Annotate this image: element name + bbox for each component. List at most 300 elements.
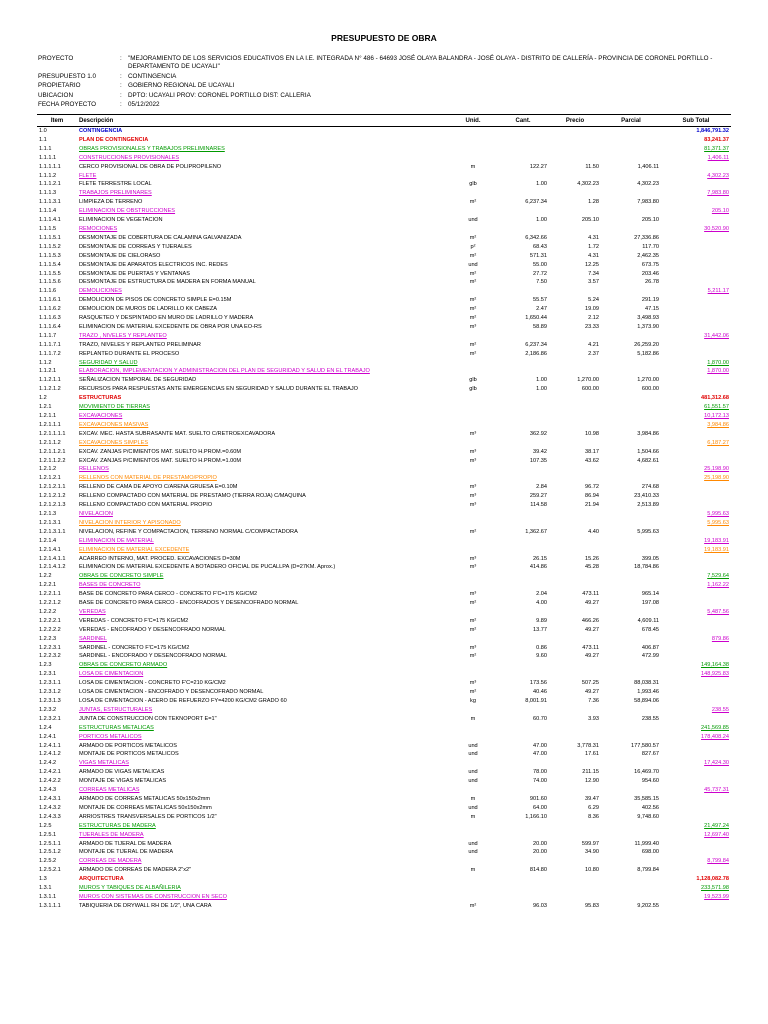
header-value: DPTO: UCAYALI PROV: CORONEL PORTILLO DIST: CALLERIA — [128, 92, 311, 99]
partial: 88,038.31 — [634, 680, 659, 687]
price — [549, 724, 601, 733]
unit: m — [470, 867, 476, 874]
subtotal — [661, 278, 731, 287]
table-row — [37, 715, 731, 724]
description: LIMPIEZA DE TERRENO — [79, 199, 143, 206]
table-row — [37, 893, 731, 902]
partial: 954.60 — [641, 778, 659, 785]
description: ELIMINACION DE OBSTRUCCIONES — [79, 208, 176, 215]
unit: m³ — [469, 493, 477, 500]
price — [549, 537, 601, 546]
price: 1.28 — [588, 199, 599, 206]
item-code: 1.2.4 — [39, 724, 52, 731]
description: EXCAVACIONES MASIVAS — [79, 421, 149, 428]
table-row — [37, 608, 731, 617]
partial: 26,259.20 — [634, 341, 659, 348]
partial: 11,999.40 — [634, 840, 659, 847]
description: ARMADO DE VIGAS METALICAS — [79, 769, 165, 776]
subtotal — [661, 715, 731, 724]
item-code: 1.2.1.1.1.1 — [39, 430, 66, 437]
quantity: 20.00 — [533, 840, 547, 847]
partial — [601, 394, 661, 403]
description: TIJERALES DE MADERA — [79, 831, 144, 838]
table-row — [37, 341, 731, 350]
quantity: 60.70 — [533, 715, 547, 722]
price — [549, 857, 601, 866]
unit — [449, 474, 497, 483]
unit — [449, 706, 497, 715]
subtotal — [661, 848, 731, 857]
description: REMOCIONES — [79, 225, 118, 232]
price — [549, 893, 601, 902]
description: TRABAJOS PRELIMINARES — [79, 190, 152, 197]
quantity: 78.00 — [533, 769, 547, 776]
price: 4.40 — [588, 528, 599, 535]
item-code: 1.3.1 — [39, 885, 52, 892]
description: LOSA DE CIMENTACION — [79, 671, 144, 678]
price — [549, 225, 601, 234]
subtotal: 12,697.40 — [704, 831, 729, 838]
subtotal — [661, 305, 731, 314]
subtotal: 205.10 — [711, 208, 729, 215]
table-row — [37, 501, 731, 510]
item-code: 1.2.1.1.2 — [39, 439, 61, 446]
table-row — [37, 581, 731, 590]
unit: m — [470, 813, 476, 820]
price: 95.83 — [585, 902, 599, 909]
partial — [601, 572, 661, 581]
subtotal — [661, 457, 731, 466]
partial: 1,406.11 — [637, 163, 659, 170]
quantity: 58.89 — [533, 323, 547, 330]
col-precio: Precio — [549, 115, 601, 127]
unit — [449, 519, 497, 528]
subtotal — [661, 270, 731, 279]
description: ELABORACION, IMPLEMENTACION Y ADMINISTRACION DEL PLAN DE SEGURIDAD Y SALUD EN EL TRABAJO — [79, 368, 370, 375]
subtotal: 31,442.06 — [704, 332, 729, 339]
price: 21.94 — [585, 502, 599, 509]
table-row — [37, 252, 731, 261]
subtotal: 5,487.56 — [707, 608, 729, 615]
table-row — [37, 278, 731, 287]
header-colon: : — [120, 101, 122, 108]
description: NIVELACION, REFINE Y COMPACTACION, TERRENO NORMAL C/COMPACTADORA — [79, 528, 298, 535]
subtotal — [661, 652, 731, 661]
unit: m — [470, 795, 476, 802]
table-row — [37, 474, 731, 483]
price: 7.36 — [588, 698, 599, 704]
subtotal — [661, 777, 731, 786]
table-row — [37, 412, 731, 421]
description: VEREDAS - CONCRETO F'C=175 KG/CM2 — [79, 617, 189, 624]
partial: 4,682.61 — [637, 457, 659, 464]
description: DESMONTAJE DE COBERTURA DE CALAMINA GALVANIZADA — [79, 234, 242, 241]
col-unidad: Unid. — [449, 115, 497, 127]
col-item: Item — [37, 115, 77, 127]
table-row — [37, 626, 731, 635]
partial — [601, 154, 661, 163]
quantity — [497, 189, 549, 198]
quantity: 1.00 — [536, 377, 547, 384]
quantity — [497, 537, 549, 546]
table-row — [37, 189, 731, 198]
price: 1,270.00 — [577, 377, 599, 384]
description: ELIMINACION DE MATERIAL — [79, 537, 154, 544]
item-code: 1.3.1.1.1 — [39, 902, 61, 909]
item-code: 1.1.1.6.2 — [39, 306, 61, 313]
subtotal — [661, 252, 731, 261]
table-row — [37, 492, 731, 501]
quantity — [497, 332, 549, 341]
quantity: 362.92 — [529, 430, 547, 437]
table-row — [37, 822, 731, 831]
partial — [601, 207, 661, 216]
price: 211.15 — [582, 769, 599, 776]
unit: und — [468, 261, 478, 268]
unit — [449, 857, 497, 866]
item-code: 1.1.1.2.1 — [39, 181, 61, 188]
quantity: 814.80 — [529, 867, 547, 874]
header-key: PROYECTO — [38, 55, 74, 62]
partial: 23,410.33 — [634, 493, 659, 500]
description: NIVELACION INTERIOR Y APISONADO — [79, 519, 181, 526]
table-row — [37, 305, 731, 314]
table-row — [37, 679, 731, 688]
price: 43.62 — [585, 457, 599, 464]
subtotal: 81,371.37 — [704, 145, 729, 152]
subtotal: 4,302.23 — [707, 172, 729, 179]
header-key: PROPIETARIO — [38, 82, 81, 89]
unit — [449, 831, 497, 840]
subtotal: 19,183.91 — [704, 546, 729, 553]
price — [549, 875, 601, 884]
table-row — [37, 759, 731, 768]
partial — [601, 759, 661, 768]
quantity: 27.72 — [533, 270, 547, 277]
subtotal — [661, 261, 731, 270]
partial: 406.87 — [641, 644, 659, 651]
unit — [449, 670, 497, 679]
item-code: 1.1.1.1 — [39, 154, 57, 161]
unit — [449, 367, 497, 376]
partial: 2,462.35 — [637, 252, 659, 259]
subtotal — [661, 341, 731, 350]
unit: m — [470, 163, 476, 170]
partial — [601, 635, 661, 644]
subtotal — [661, 599, 731, 608]
item-code: 1.2.1.4.1.1 — [39, 555, 66, 562]
unit — [449, 733, 497, 742]
description: ESTRUCTURAS DE MADERA — [79, 822, 156, 829]
quantity: 1,650.44 — [525, 315, 547, 322]
quantity: 68.43 — [533, 243, 547, 250]
item-code: 1.2.4.2.1 — [39, 769, 61, 776]
table-row — [37, 519, 731, 528]
subtotal: 10,172.13 — [704, 413, 729, 419]
partial — [601, 225, 661, 234]
description: RELLENOS — [79, 466, 109, 473]
item-code: 1.1.1.5 — [39, 225, 57, 232]
table-row — [37, 742, 731, 751]
subtotal — [661, 644, 731, 653]
description: TRAZO, NIVELES Y REPLANTEO PRELIMINAR — [79, 341, 201, 348]
price — [549, 661, 601, 670]
table-row — [37, 510, 731, 519]
description: DEMOLICION DE MUROS DE LADRILLO KK CABEZA — [79, 306, 218, 313]
table-row — [37, 457, 731, 466]
price: 45.28 — [585, 564, 599, 571]
subtotal: 21,497.24 — [704, 822, 729, 829]
unit: m² — [469, 902, 477, 909]
partial: 965.14 — [641, 591, 659, 598]
quantity: 2,186.86 — [525, 350, 547, 357]
quantity: 20.00 — [533, 849, 547, 856]
partial: 203.46 — [641, 270, 659, 277]
col-parcial: Parcial — [601, 115, 661, 127]
table-row — [37, 154, 731, 163]
item-code: 1.2.5.1.1 — [39, 840, 61, 847]
item-code: 1.2.5.2.1 — [39, 867, 61, 874]
table-row — [37, 733, 731, 742]
subtotal — [661, 813, 731, 822]
partial: 399.05 — [641, 555, 659, 562]
subtotal: 879.86 — [711, 635, 729, 642]
quantity — [497, 287, 549, 296]
unit: glb — [469, 377, 477, 384]
table-row — [37, 537, 731, 546]
partial: 177,580.57 — [631, 742, 659, 749]
table-row — [37, 572, 731, 581]
item-code: 1.1.1.6.3 — [39, 315, 61, 322]
quantity — [497, 581, 549, 590]
description: JUNTA DE CONSTRUCCION CON TEKNOPORT E=1" — [79, 715, 217, 722]
price: 2.12 — [588, 315, 599, 322]
price — [549, 207, 601, 216]
item-code: 1.2.2.3.1 — [39, 644, 61, 651]
subtotal — [661, 555, 731, 564]
partial: 402.56 — [641, 804, 659, 811]
header-value: "MEJORAMIENTO DE LOS SERVICIOS EDUCATIVOS EN LA I.E. INTEGRADA N° 486 - 64693 JOSÉ OLAYA BALANDRA - JOSÉ OLAYA - DISTRITO DE CALLERÍA - PROVINCIA DE CORONEL PORTILLO - DEPARTAMENTO DE UCAYALI" — [128, 55, 713, 70]
table-row — [37, 172, 731, 181]
item-code: 1.1.1 — [39, 145, 52, 152]
table-row — [37, 661, 731, 670]
unit: und — [468, 751, 478, 758]
table-row — [37, 350, 731, 359]
partial: 7,983.80 — [637, 199, 659, 206]
quantity: 47.00 — [533, 751, 547, 758]
item-code: 1.2.4.2.2 — [39, 778, 61, 785]
description: BASES DE CONCRETO — [79, 582, 141, 589]
subtotal: 19,523.99 — [704, 893, 729, 900]
partial: 673.75 — [641, 261, 659, 268]
description: EXCAV. ZANJAS P/CIMIENTOS MAT. SUELTO H.PROM.=1.00M — [79, 457, 241, 464]
subtotal: 1,162.22 — [707, 582, 729, 589]
description: CERCO PROVISIONAL DE OBRA DE POLIPROPILENO — [79, 163, 222, 170]
quantity: 55.00 — [533, 261, 547, 268]
table-row — [37, 385, 731, 394]
price — [549, 831, 601, 840]
price: 6.29 — [588, 804, 599, 811]
unit — [449, 724, 497, 733]
description: DESMONTAJE DE APARATOS ELECTRICOS INC. REDES — [79, 261, 228, 268]
unit: m³ — [469, 644, 477, 651]
subtotal — [661, 243, 731, 252]
quantity — [497, 635, 549, 644]
description: SEÑALIZACION TEMPORAL DE SEGURIDAD — [79, 377, 197, 384]
partial — [601, 884, 661, 893]
price — [549, 759, 601, 768]
item-code: 1.1.2.1.2 — [39, 386, 61, 393]
quantity — [497, 207, 549, 216]
subtotal: 7,529.64 — [707, 573, 729, 580]
partial — [601, 537, 661, 546]
partial: 698.00 — [641, 849, 659, 856]
item-code: 1.1.1.3.1 — [39, 199, 61, 206]
item-code: 1.2.1.2.1.1 — [39, 484, 66, 491]
item-code: 1.1.1.5.4 — [39, 261, 61, 268]
price: 49.27 — [585, 626, 599, 633]
description: DESMONTAJE DE PUERTAS Y VENTANAS — [79, 270, 190, 277]
subtotal: 30,520.90 — [704, 225, 729, 232]
partial — [601, 287, 661, 296]
partial: 16,469.70 — [634, 769, 659, 776]
table-row — [37, 724, 731, 733]
price: 11.50 — [585, 163, 599, 170]
partial — [601, 546, 661, 555]
header-key: FECHA PROYECTO — [38, 101, 96, 108]
description: OBRAS PROVISIONALES Y TRABAJOS PRELIMINARES — [79, 145, 225, 152]
table-row — [37, 617, 731, 626]
item-code: 1.2.1.1.2.2 — [39, 457, 66, 464]
table-body — [37, 127, 731, 911]
table-row — [37, 367, 731, 376]
subtotal: 19,183.91 — [704, 537, 729, 544]
price: 473.11 — [582, 591, 599, 598]
price — [549, 608, 601, 617]
subtotal: 1,406.11 — [707, 154, 729, 161]
table-row — [37, 421, 731, 430]
price: 3.93 — [588, 715, 599, 722]
quantity: 122.27 — [529, 163, 547, 170]
unit: m³ — [469, 323, 477, 330]
description: EXCAVACIONES — [79, 413, 123, 419]
subtotal: 45,737.31 — [704, 787, 729, 794]
quantity: 9.60 — [536, 653, 547, 660]
quantity — [497, 465, 549, 474]
unit: und — [468, 804, 478, 811]
item-code: 1.2.4.3.2 — [39, 804, 61, 811]
table-row — [37, 180, 731, 189]
unit: m² — [469, 617, 477, 624]
header-value: CONTINGENCIA — [128, 73, 177, 80]
table-row — [37, 750, 731, 759]
unit: m² — [469, 689, 477, 696]
partial: 3,498.93 — [637, 315, 659, 322]
subtotal: 83,241.37 — [704, 136, 729, 143]
item-code: 1.2.1.3 — [39, 510, 57, 517]
price — [549, 136, 601, 145]
unit: m² — [469, 234, 477, 241]
item-code: 1.2.1.2.1.3 — [39, 502, 66, 509]
description: RECURSOS PARA RESPUESTAS ANTE EMERGENCIAS EN SEGURIDAD Y SALUD DURANTE EL TRABAJO — [79, 386, 359, 393]
partial: 827.67 — [641, 751, 659, 758]
subtotal — [661, 866, 731, 875]
price: 15.26 — [585, 555, 599, 562]
subtotal: 241,569.85 — [701, 724, 729, 731]
table-row — [37, 448, 731, 457]
partial: 238.55 — [641, 715, 659, 722]
table-row — [37, 563, 731, 572]
quantity: 74.00 — [533, 778, 547, 785]
partial — [601, 893, 661, 902]
item-code: 1.1.2 — [39, 359, 52, 366]
item-code: 1.1.2.1.1 — [39, 377, 61, 384]
unit — [449, 537, 497, 546]
subtotal: 233,571.98 — [701, 885, 729, 892]
partial: 58,894.06 — [634, 698, 659, 704]
item-code: 1.2.2.1.1 — [39, 591, 61, 598]
quantity: 901.60 — [529, 795, 547, 802]
partial — [601, 367, 661, 376]
quantity: 1.00 — [536, 386, 547, 393]
item-code: 1.1.1.7.1 — [39, 341, 61, 348]
subtotal — [661, 840, 731, 849]
item-code: 1.3.1.1 — [39, 893, 57, 900]
quantity: 47.00 — [533, 742, 547, 749]
unit: m² — [469, 350, 477, 357]
description: NIVELACION — [79, 510, 113, 517]
partial: 4,302.23 — [637, 181, 659, 188]
unit: m³ — [469, 430, 477, 437]
table-row — [37, 546, 731, 555]
description: ARRIOSTRES TRANSVERSALES DE PORTICOS 1/2" — [79, 813, 217, 820]
unit — [449, 510, 497, 519]
item-code: 1.1.1.6.4 — [39, 323, 61, 330]
item-code: 1.1.1.1.1 — [39, 163, 61, 170]
item-code: 1.2.1.4 — [39, 537, 57, 544]
quantity: 6,237.34 — [525, 199, 547, 206]
unit: glb — [469, 386, 477, 393]
description: ACARREO INTERNO, MAT. PROCED. EXCAVACIONES D=30M — [79, 555, 241, 562]
item-code: 1.2.3.1 — [39, 671, 57, 678]
unit: m³ — [469, 591, 477, 598]
price — [549, 412, 601, 421]
description: ESTRUCTURAS METALICAS — [79, 724, 154, 731]
description: SEGURIDAD Y SALUD — [79, 359, 138, 366]
unit: m² — [469, 270, 477, 277]
description: JUNTAS, ESTRUCTURALES — [79, 706, 153, 713]
description: DESMONTAJE DE CIELORASO — [79, 252, 161, 259]
item-code: 1.2.4.3 — [39, 787, 57, 794]
price: 39.47 — [585, 795, 599, 802]
partial: 4,609.11 — [637, 617, 659, 624]
unit: und — [468, 742, 478, 749]
description: CONTINGENCIA — [77, 127, 449, 136]
table-row — [37, 688, 731, 697]
price: 205.10 — [581, 217, 599, 224]
price: 49.27 — [585, 689, 599, 696]
table-row — [37, 786, 731, 795]
partial: 9,202.55 — [637, 902, 659, 909]
item-code: 1.2 — [39, 395, 47, 402]
price: 4.31 — [588, 234, 599, 241]
partial — [601, 474, 661, 483]
table-row — [37, 296, 731, 305]
item-code: 1.1.1.2 — [39, 172, 57, 179]
unit: und — [468, 769, 478, 776]
partial — [601, 359, 661, 368]
description: ARMADO DE CORREAS DE MADERA 2"x2" — [79, 867, 192, 874]
